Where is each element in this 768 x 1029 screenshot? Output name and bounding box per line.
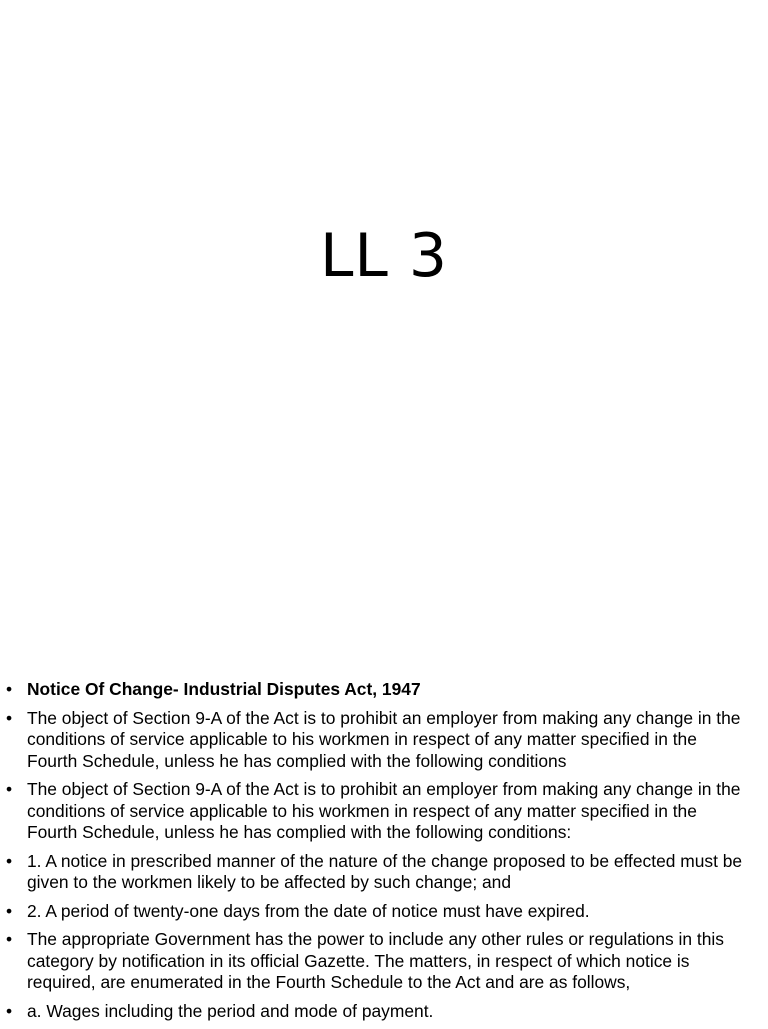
bullet-item — [4, 901, 744, 923]
bullet-text: The object of Section 9-A of the Act is to prohibit an employer from making any change in the conditions of service applicable to his workmen in respect of any matter specified in the Fourth Schedule, unless he has complied with the following conditions — [27, 707, 741, 771]
bullet-dot-icon: • — [6, 900, 13, 921]
bullet-dot-icon: • — [6, 779, 13, 799]
bullet-item — [4, 929, 744, 994]
bullet-text: The appropriate Government has the power to include any other rules or regulations in this category by notification in its official Gazette. The matters, in respect of which notice is required, are enumerated in the Fourth Schedule to the Act and are as follows, — [27, 929, 724, 992]
bullet-text: 2. A period of twenty-one days from the date of notice must have expired. — [27, 900, 590, 921]
bullet-item — [4, 708, 744, 773]
bullet-dot-icon: • — [6, 679, 13, 699]
bullet-dot-icon: • — [6, 707, 13, 728]
slide-title: LL 3 — [319, 221, 449, 291]
bullet-list — [4, 679, 744, 1029]
bullet-text: 1. A notice in prescribed manner of the nature of the change proposed to be effected must be given to the workmen likely to be affected by such change; and — [27, 850, 743, 892]
bullet-text: a. Wages including the period and mode of payment. — [27, 1000, 434, 1021]
bullet-dot-icon: • — [6, 1000, 13, 1021]
bullet-text: The object of Section 9-A of the Act is to prohibit an employer from making any change in the conditions of service applicable to his workmen in respect of any matter specified in the Fourth Schedule, unless he has complied with the following conditions: — [27, 779, 741, 842]
bullet-dot-icon: • — [6, 929, 13, 949]
bullet-item — [4, 779, 744, 844]
bullet-dot-icon: • — [6, 850, 13, 871]
bullet-text: Notice Of Change- Industrial Disputes Act, 1947 — [27, 679, 421, 699]
bullet-item — [4, 1001, 744, 1023]
bullet-item — [4, 851, 744, 894]
bullet-item-heading — [4, 679, 744, 701]
